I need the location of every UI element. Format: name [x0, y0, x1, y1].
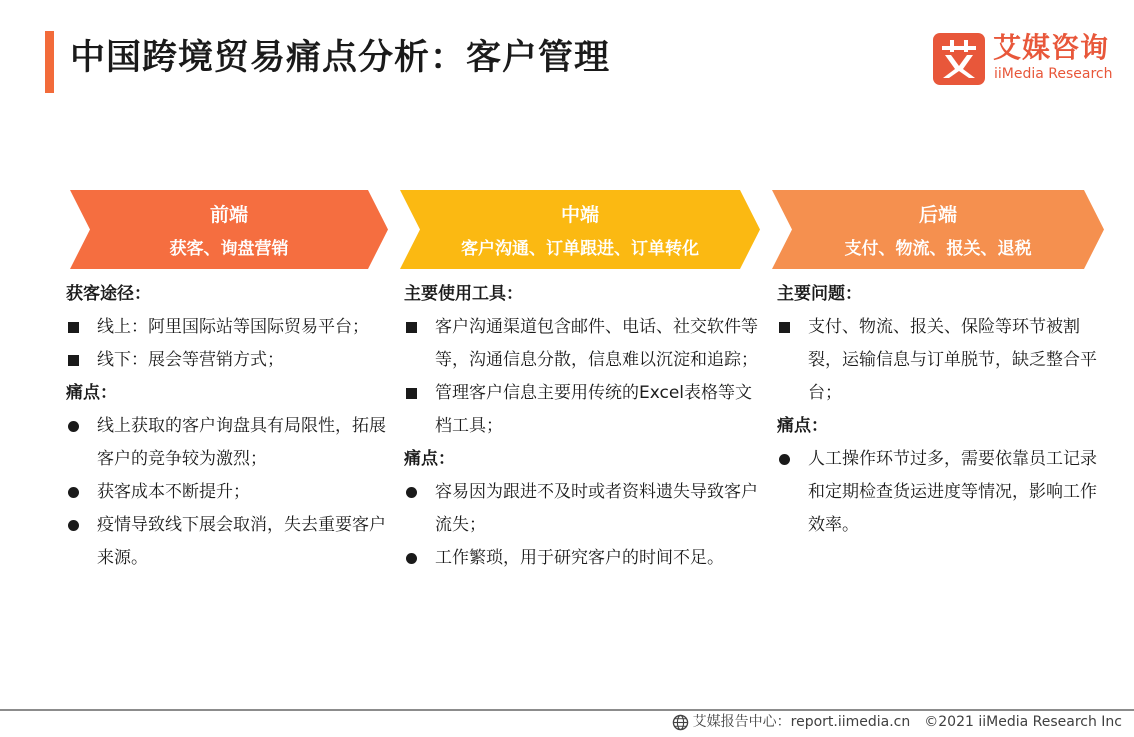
section-heading: 主要使用工具： — [404, 284, 523, 304]
stage-details-back — [777, 278, 1107, 542]
dot-bullet-icon — [406, 553, 417, 564]
logo — [933, 33, 1113, 85]
stage-banner-mid — [400, 190, 760, 269]
stage-subtitle: 获客、询盘营销 — [169, 239, 289, 259]
stage-title: 后端 — [918, 204, 957, 226]
footer-copyright: ©2021 iiMedia Research Inc — [924, 714, 1122, 730]
logo-name-en: iiMedia Research — [994, 66, 1113, 82]
square-bullet-icon — [779, 322, 790, 333]
list-item: 获客成本不断提升； — [66, 476, 396, 509]
section-heading: 主要问题： — [777, 284, 862, 304]
list-item: 人工操作环节过多，需要依靠员工记录和定期检查货运进度等情况，影响工作效率。 — [777, 443, 1107, 542]
list-item: 线上：阿里国际站等国际贸易平台； — [66, 311, 396, 344]
stage-details-front — [66, 278, 396, 575]
dot-bullet-icon — [68, 487, 79, 498]
section-heading: 痛点： — [777, 416, 828, 436]
dot-bullet-icon — [68, 520, 79, 531]
stage-details-mid — [404, 278, 764, 575]
page-title: 中国跨境贸易痛点分析：客户管理 — [70, 38, 611, 78]
list-item: 管理客户信息主要用传统的Excel表格等文档工具； — [404, 377, 764, 443]
list-item: 工作繁琐，用于研究客户的时间不足。 — [404, 542, 764, 575]
globe-icon — [672, 714, 689, 731]
square-bullet-icon — [406, 388, 417, 399]
logo-name-cn: 艾媒咨询 — [993, 31, 1110, 64]
dot-bullet-icon — [68, 421, 79, 432]
square-bullet-icon — [68, 322, 79, 333]
stage-subtitle: 支付、物流、报关、退税 — [844, 239, 1032, 259]
dot-bullet-icon — [779, 454, 790, 465]
footer-source: 艾媒报告中心：report.iimedia.cn — [692, 714, 911, 730]
title-accent-bar — [45, 31, 54, 93]
footer — [672, 712, 1122, 732]
dot-bullet-icon — [406, 487, 417, 498]
list-item: 线下：展会等营销方式； — [66, 344, 396, 377]
stage-banner-back — [772, 190, 1104, 269]
square-bullet-icon — [68, 355, 79, 366]
list-item: 支付、物流、报关、保险等环节被割裂，运输信息与订单脱节，缺乏整合平台； — [777, 311, 1107, 410]
stage-title: 前端 — [209, 204, 248, 226]
stage-subtitle: 客户沟通、订单跟进、订单转化 — [461, 239, 699, 259]
list-item: 客户沟通渠道包含邮件、电话、社交软件等等，沟通信息分散，信息难以沉淀和追踪； — [404, 311, 764, 377]
stage-banner-front — [70, 190, 388, 269]
section-heading: 痛点： — [66, 383, 117, 403]
footer-divider — [0, 709, 1134, 711]
stage-title: 中端 — [560, 204, 599, 226]
list-item: 线上获取的客户询盘具有局限性，拓展客户的竞争较为激烈； — [66, 410, 396, 476]
logo-mark-icon — [933, 33, 985, 85]
section-heading: 获客途径： — [66, 284, 151, 304]
square-bullet-icon — [406, 322, 417, 333]
list-item: 疫情导致线下展会取消，失去重要客户来源。 — [66, 509, 396, 575]
list-item: 容易因为跟进不及时或者资料遗失导致客户流失； — [404, 476, 764, 542]
section-heading: 痛点： — [404, 449, 455, 469]
